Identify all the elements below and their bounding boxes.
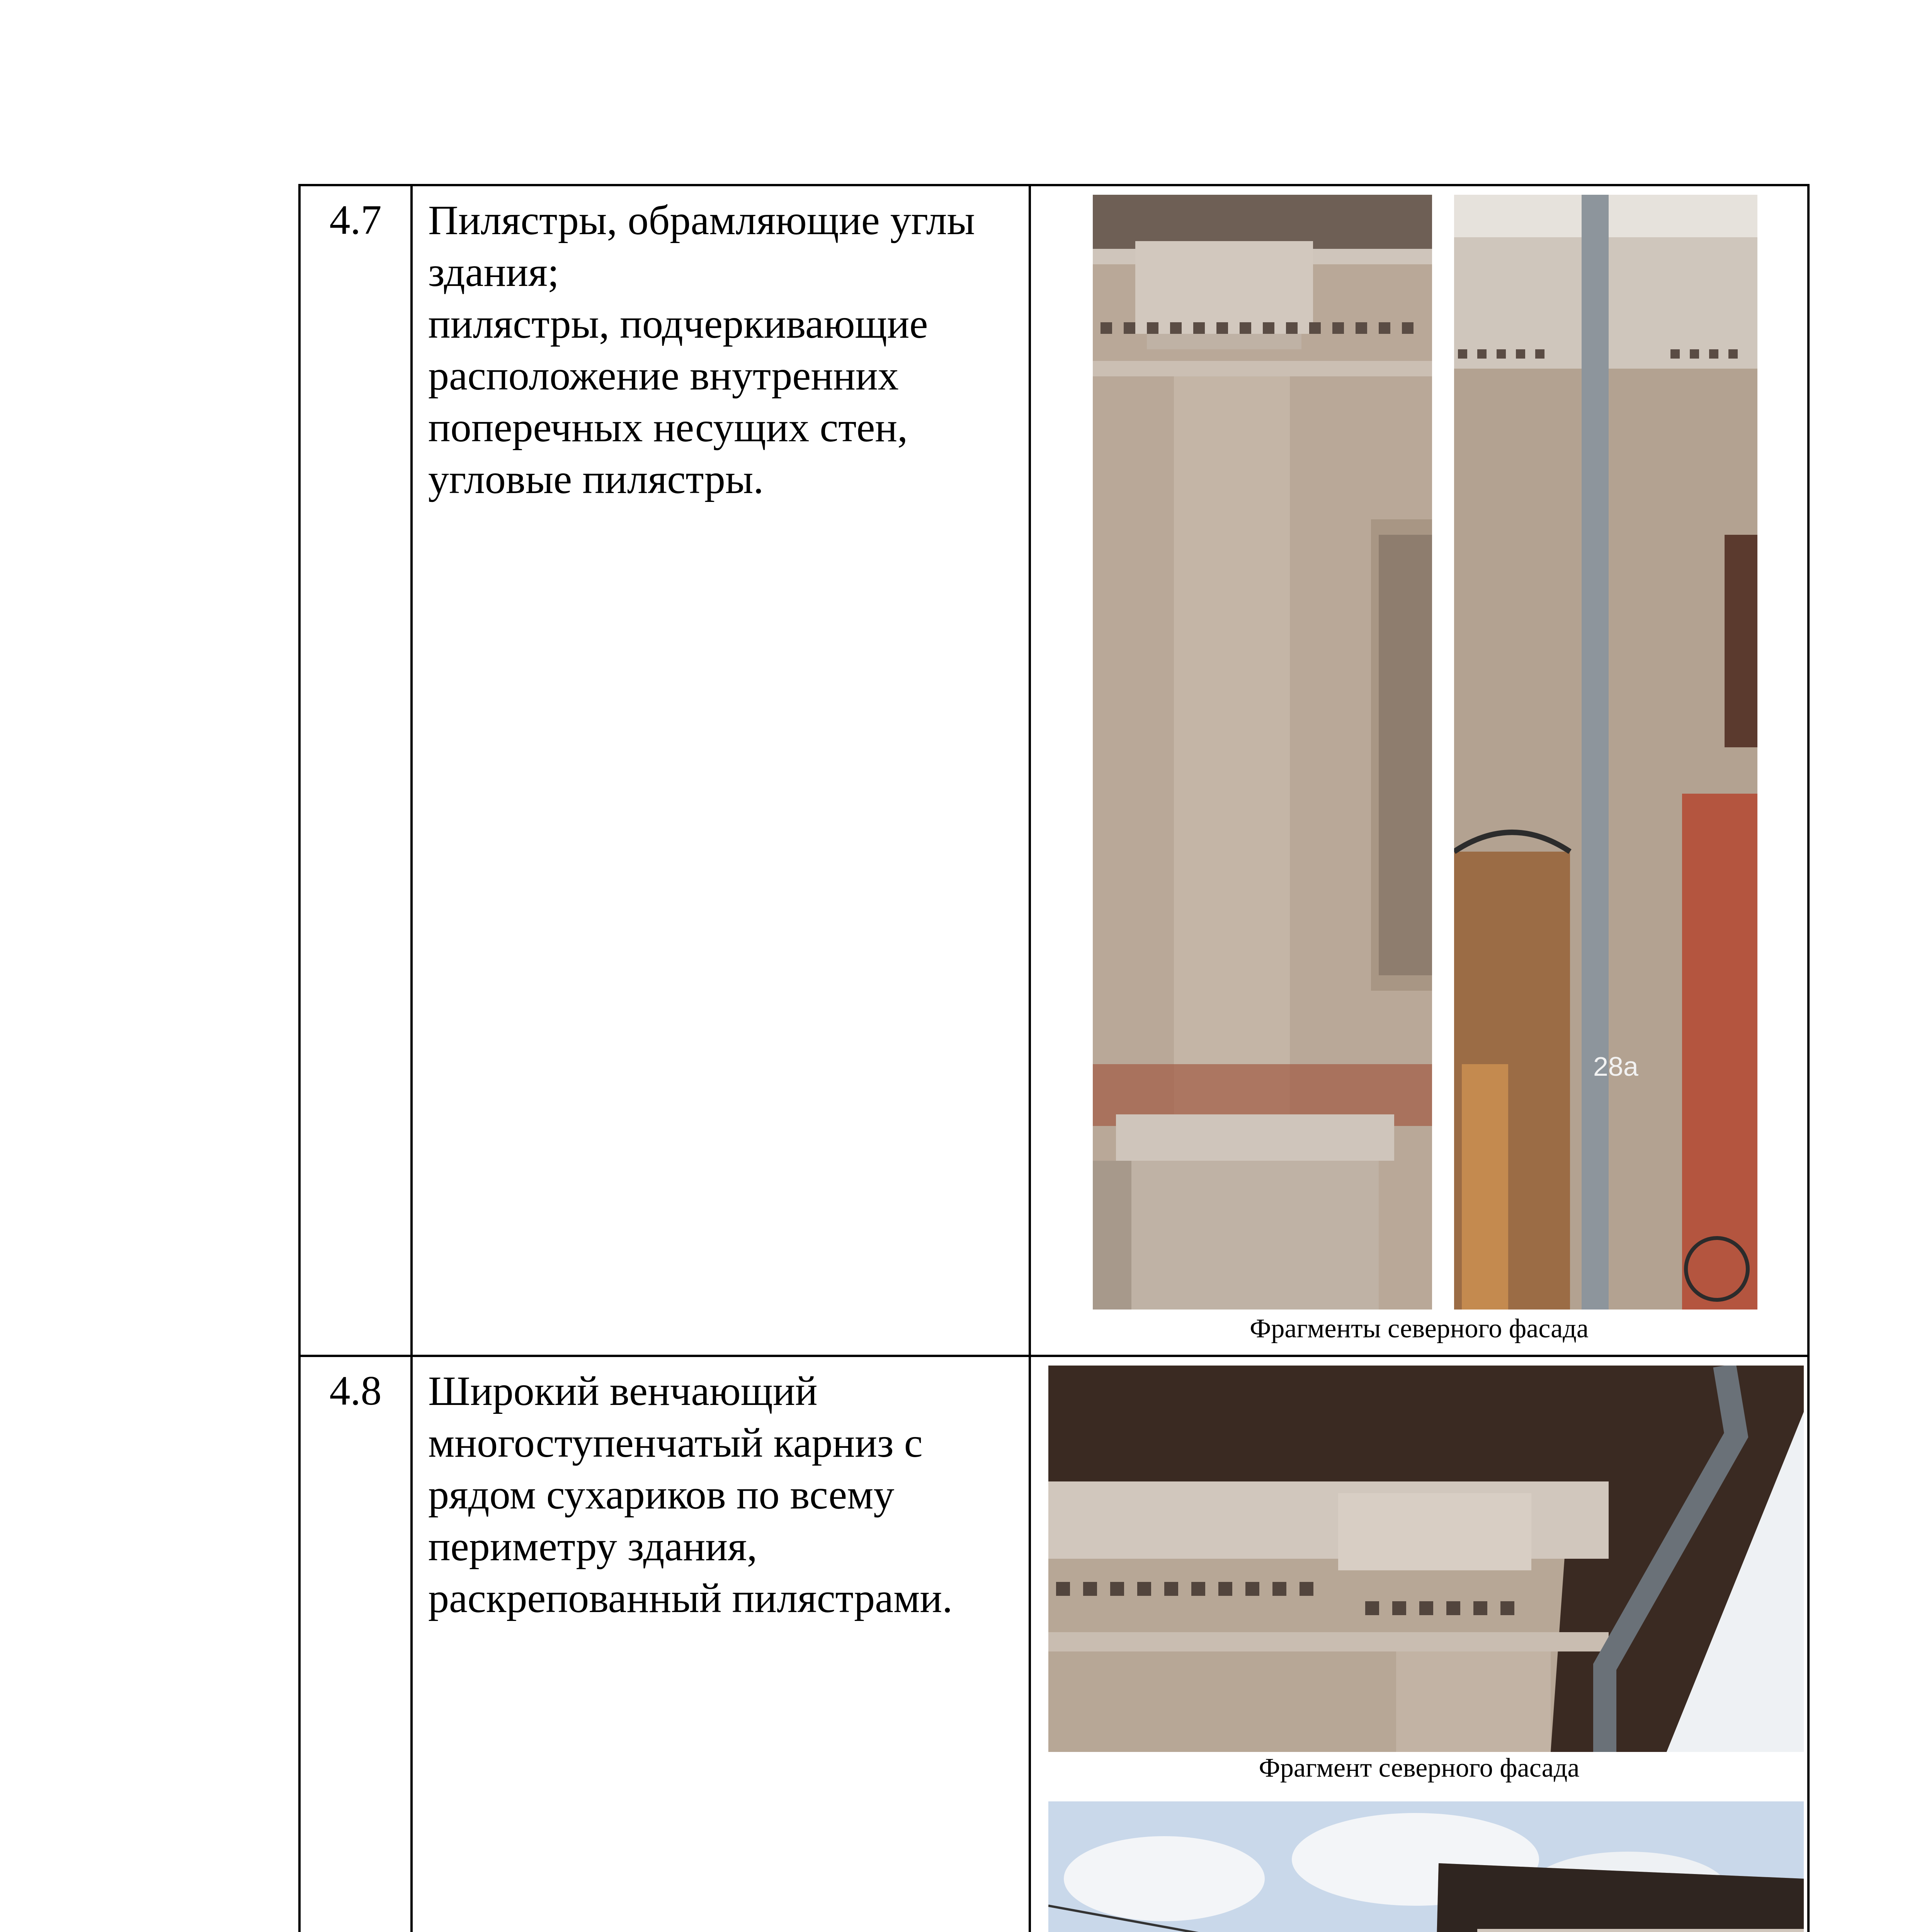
row-description: Широкий венчающий многоступенчатый карниз с рядом сухариков по всему периметру здания, раскрепованный пилястрами. (428, 1368, 953, 1621)
table-row (299, 1356, 1808, 1932)
row-description-cell (412, 185, 1030, 1356)
photo-caption: Фрагмент северного фасада (1259, 1753, 1580, 1783)
table-row (299, 185, 1808, 1356)
row-description-cell (412, 1356, 1030, 1932)
cornice-south-photo (1048, 1801, 1804, 1932)
cornice-north-photo (1048, 1366, 1804, 1752)
pilaster-photo-left (1093, 195, 1432, 1310)
row-number: 4.7 (329, 197, 382, 243)
elements-table (298, 184, 1810, 1932)
svg-text:28а: 28а (1593, 1051, 1638, 1082)
row-description: Пилястры, обрамляющие углы здания; пилястры, подчеркивающие расположение внутренних поперечных несущих стен, угловые пилястры. (428, 197, 975, 502)
pilaster-photo-right (1454, 195, 1757, 1310)
row-photos-cell (1030, 185, 1808, 1356)
row-number-cell (299, 1356, 412, 1932)
row-number-cell (299, 185, 412, 1356)
row-number: 4.8 (329, 1368, 382, 1414)
row-photos-cell (1030, 1356, 1808, 1932)
photo-caption: Фрагменты северного фасада (1250, 1314, 1589, 1344)
